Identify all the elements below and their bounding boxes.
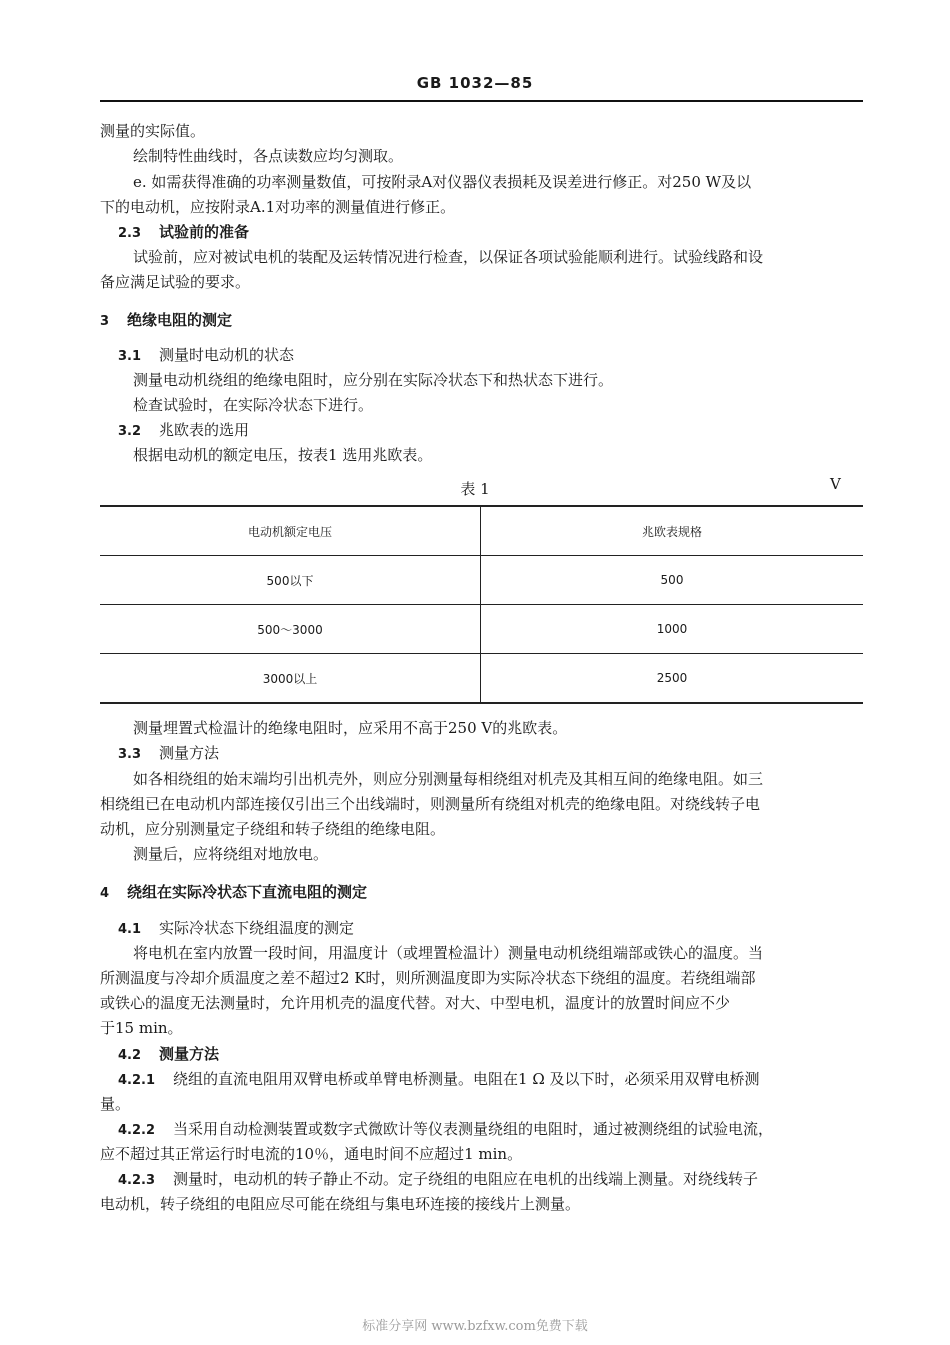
- clause-number: 4.2.1: [118, 1073, 156, 1088]
- section-number: 3.1: [118, 349, 142, 364]
- section-heading-4-1: [118, 918, 354, 940]
- page-header-code: GB 1032—85: [416, 74, 534, 92]
- body-line: 绕组的直流电阻用双臂电桥或单臂电桥测量。电阻在1 Ω 及以下时，必须采用双臂电桥测: [173, 1070, 760, 1088]
- body-line: 相绕组已在电动机内部连接仅引出三个出线端时，则测量所有绕组对机壳的绝缘电阻。对绕线转子电: [100, 795, 761, 813]
- body-line: 如各相绕组的始末端均引出机壳外，则应分别测量每相绕组对机壳及其相互间的绝缘电阻。如三: [133, 770, 764, 788]
- section-title: 实际冷状态下绕组温度的测定: [159, 919, 355, 937]
- clause-number: 4.2.3: [118, 1173, 156, 1188]
- section-number: 2.3: [118, 226, 142, 241]
- body-line: 测量埋置式检温计的绝缘电阻时，应采用不高于250 V的兆欧表。: [133, 719, 568, 737]
- section-title: 绕组在实际冷状态下直流电阻的测定: [127, 883, 368, 901]
- section-number: 4.1: [118, 922, 142, 937]
- table-row: [100, 605, 863, 654]
- body-line: 测量后，应将绕组对地放电。: [133, 845, 329, 863]
- clause-4-2-1: [118, 1069, 760, 1091]
- body-line: 电动机，转子绕组的电阻应尽可能在绕组与集电环连接的接线片上测量。: [100, 1195, 581, 1213]
- table-row: [100, 556, 863, 605]
- table-cell: 1000: [481, 605, 864, 654]
- table-header-row: [100, 506, 863, 556]
- footer-watermark: 标准分享网 www.bzfxw.com免费下载: [362, 1319, 588, 1334]
- table-cell: 500～3000: [100, 605, 481, 654]
- section-number: 4.2: [118, 1048, 142, 1063]
- section-heading-4: [100, 882, 367, 904]
- table-row: [100, 654, 863, 704]
- body-line: 将电机在室内放置一段时间，用温度计（或埋置检温计）测量电动机绕组端部或铁心的温度。当: [133, 944, 764, 962]
- body-line: 当采用自动检测装置或数字式微欧计等仪表测量绕组的电阻时，通过被测绕组的试验电流，: [173, 1120, 774, 1138]
- table-caption: 表 1: [460, 480, 490, 498]
- section-title: 测量方法: [159, 744, 220, 762]
- clause-4-2-2: [118, 1119, 773, 1141]
- table-cell: 500以下: [100, 556, 481, 605]
- table-header-cell: 电动机额定电压: [100, 506, 481, 556]
- body-line: 应不超过其正常运行时电流的10％，通电时间不应超过1 min。: [100, 1145, 523, 1163]
- body-line: 备应满足试验的要求。: [100, 273, 251, 291]
- body-line: 于15 min。: [100, 1019, 183, 1037]
- section-title: 测量方法: [159, 1045, 220, 1063]
- clause-number: 4.2.2: [118, 1123, 156, 1138]
- section-title: 试验前的准备: [159, 223, 250, 241]
- section-heading-2-3: [118, 222, 249, 244]
- body-line: 量。: [100, 1095, 131, 1113]
- body-line: 动机，应分别测量定子绕组和转子绕组的绝缘电阻。: [100, 820, 446, 838]
- section-heading-3-2: [118, 420, 249, 442]
- section-heading-3-3: [118, 743, 219, 765]
- table-cell: 3000以上: [100, 654, 481, 704]
- section-number: 3: [100, 314, 110, 329]
- section-title: 测量时电动机的状态: [159, 346, 295, 364]
- body-line: 根据电动机的额定电压，按表1 选用兆欧表。: [133, 446, 433, 464]
- table-unit: V: [830, 475, 841, 493]
- body-line: 检查试验时，在实际冷状态下进行。: [133, 396, 374, 414]
- body-line: 所测温度与冷却介质温度之差不超过2 K时，则所测温度即为实际冷状态下绕组的温度。若绕组端部: [100, 969, 756, 987]
- body-line: 测量时，电动机的转子静止不动。定子绕组的电阻应在电机的出线端上测量。对绕线转子: [173, 1170, 759, 1188]
- body-line: 测量电动机绕组的绝缘电阻时，应分别在实际冷状态下和热状态下进行。: [133, 371, 614, 389]
- section-number: 4: [100, 886, 110, 901]
- section-number: 3.3: [118, 747, 142, 762]
- table-cell: 500: [481, 556, 864, 605]
- body-line: 绘制特性曲线时，各点读数应均匀测取。: [133, 147, 404, 165]
- body-line: 下的电动机，应按附录A.1对功率的测量值进行修正。: [100, 198, 456, 216]
- voltage-megohmmeter-table: [100, 505, 863, 704]
- section-title: 兆欧表的选用: [159, 421, 250, 439]
- section-number: 3.2: [118, 424, 142, 439]
- header-rule: [100, 100, 863, 102]
- section-heading-3-1: [118, 345, 294, 367]
- clause-4-2-3: [118, 1169, 758, 1191]
- table-cell: 2500: [481, 654, 864, 704]
- section-heading-4-2: [118, 1044, 219, 1066]
- body-line: e. 如需获得准确的功率测量数值，可按附录A对仪器仪表损耗及误差进行修正。对250 W及以: [133, 173, 752, 191]
- table-header-cell: 兆欧表规格: [481, 506, 864, 556]
- section-heading-3: [100, 310, 232, 332]
- body-line: 测量的实际值。: [100, 122, 206, 140]
- section-title: 绝缘电阻的测定: [127, 311, 233, 329]
- body-line: 试验前，应对被试电机的装配及运转情况进行检查，以保证各项试验能顺利进行。试验线路和设: [133, 248, 764, 266]
- body-line: 或铁心的温度无法测量时，允许用机壳的温度代替。对大、中型电机，温度计的放置时间应不少: [100, 994, 731, 1012]
